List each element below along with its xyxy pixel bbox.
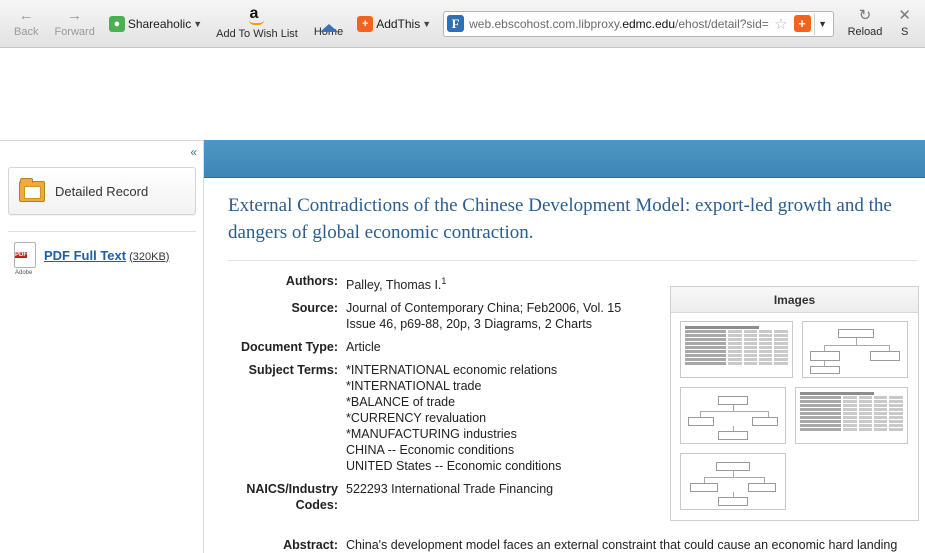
field-value: China's development model faces an external constraint that could cause an economic hard landing — [346, 538, 898, 552]
stop-button[interactable] — [890, 1, 919, 47]
field-label: Abstract: — [283, 538, 338, 552]
addthis-addressbar-icon[interactable]: + — [794, 15, 811, 32]
field-naics-codes — [228, 481, 658, 513]
field-label: NAICS/Industry Codes: — [246, 482, 338, 513]
record-panel — [204, 140, 925, 553]
addthis-label: AddThis — [376, 16, 421, 31]
amazon-icon: a — [249, 7, 264, 25]
source-line: Issue 46, p69-88, 20p, 3 Diagrams, 2 Charts — [346, 317, 592, 332]
record-panel-header-bar — [204, 140, 925, 178]
bookmark-star-icon[interactable]: ☆ — [774, 15, 788, 33]
subject-term[interactable]: CHINA -- Economic conditions — [346, 443, 515, 458]
images-panel-title: Images — [671, 287, 918, 313]
forward-button[interactable] — [46, 1, 102, 47]
add-to-wish-list-button[interactable] — [208, 1, 306, 47]
shareaholic-button[interactable] — [103, 1, 208, 47]
subject-term[interactable]: UNITED States -- Economic conditions — [346, 459, 562, 474]
back-button[interactable] — [6, 1, 46, 47]
forward-arrow-icon: → — [67, 7, 83, 24]
content-area — [0, 140, 925, 553]
metadata-fields — [228, 273, 658, 513]
page-top-whitespace — [0, 48, 925, 140]
sidebar-item-pdf-full-text[interactable] — [0, 232, 204, 276]
record-details — [204, 178, 925, 553]
url-domain: edmc.edu — [622, 16, 676, 31]
home-button[interactable] — [306, 1, 351, 47]
sidebar-item-detailed-record[interactable] — [8, 167, 196, 215]
field-label: Source: — [291, 301, 338, 316]
subject-term[interactable]: *MANUFACTURING industries — [346, 427, 517, 442]
addthis-icon: + — [357, 16, 373, 32]
subject-term[interactable]: *CURRENCY revaluation — [346, 411, 487, 426]
shareaholic-icon: ● — [109, 16, 125, 32]
images-panel — [670, 286, 919, 521]
diagram-thumbnail-icon — [686, 459, 780, 504]
field-document-type — [228, 339, 658, 355]
back-button-label: Back — [14, 26, 39, 38]
field-value: Article — [346, 340, 381, 355]
url-prefix: web.ebscohost.com.libproxy. — [469, 16, 623, 31]
image-thumbnail[interactable] — [680, 321, 793, 378]
pdf-size-label: (320KB) — [129, 250, 170, 263]
reload-button-label: Reload — [847, 26, 883, 38]
sidebar-item-label: Detailed Record — [55, 183, 149, 199]
diagram-thumbnail-icon — [808, 327, 902, 372]
field-value — [346, 300, 621, 332]
subject-term[interactable]: *BALANCE of trade — [346, 395, 456, 410]
favicon-icon: F — [447, 15, 464, 32]
diagram-thumbnail-icon — [686, 393, 780, 438]
shareaholic-label: Shareaholic — [127, 16, 192, 31]
browser-toolbar — [0, 0, 925, 48]
image-thumbnail[interactable] — [680, 453, 786, 510]
home-icon — [320, 9, 338, 23]
pdf-icon — [14, 242, 36, 276]
folder-icon — [19, 181, 45, 202]
page-title: External Contradictions of the Chinese Development Model: export-led growth and the dangers of global economic contraction. — [228, 195, 892, 243]
author-affiliation-marker: 1 — [441, 276, 447, 286]
field-abstract — [228, 537, 918, 553]
field-subject-terms — [228, 362, 658, 474]
sidebar-collapse-button[interactable]: « — [190, 145, 196, 159]
stop-button-label: S — [901, 26, 909, 38]
pdf-icon-top-label: PDF — [15, 252, 27, 258]
images-thumbnail-list — [671, 313, 918, 520]
image-thumbnail[interactable] — [795, 387, 908, 444]
addthis-button[interactable] — [351, 1, 437, 47]
subject-term[interactable]: *INTERNATIONAL trade — [346, 379, 482, 394]
image-thumbnail[interactable] — [680, 387, 786, 444]
subject-term[interactable]: *INTERNATIONAL economic relations — [346, 363, 558, 378]
title-divider — [228, 260, 918, 261]
address-bar[interactable] — [443, 11, 833, 37]
address-dropdown-icon[interactable]: ▼ — [814, 13, 831, 35]
authors-name[interactable]: Palley, Thomas I. — [346, 278, 442, 293]
field-value — [346, 273, 446, 293]
back-arrow-icon: ← — [18, 7, 34, 24]
reload-icon: ↻ — [858, 7, 872, 24]
left-sidebar — [0, 140, 204, 553]
field-value — [346, 362, 561, 474]
chevron-down-icon: ▼ — [422, 18, 432, 29]
add-to-wish-list-label: Add To Wish List — [216, 28, 298, 40]
field-label: Authors: — [285, 274, 338, 288]
image-thumbnail[interactable] — [802, 321, 908, 378]
pdf-icon-bottom-label: Adobe — [15, 270, 33, 276]
reload-button[interactable] — [840, 1, 891, 47]
pdf-full-text-link[interactable] — [44, 248, 169, 263]
table-thumbnail-icon — [800, 392, 903, 439]
field-label: Subject Terms: — [248, 363, 338, 378]
stop-icon: ✕ — [898, 7, 911, 24]
url-suffix: /ehost/detail?sid= — [675, 16, 769, 31]
url-text — [469, 17, 771, 31]
page-viewport — [0, 48, 925, 553]
source-line: Journal of Contemporary China; Feb2006, Vol. 15 — [346, 301, 622, 316]
field-source — [228, 300, 658, 332]
field-value: 522293 International Trade Financing — [346, 482, 554, 497]
table-thumbnail-icon — [685, 326, 788, 373]
field-authors — [228, 273, 658, 293]
home-button-label: Home — [313, 26, 344, 38]
forward-button-label: Forward — [54, 26, 95, 38]
pdf-full-text-label: PDF Full Text — [44, 247, 127, 263]
field-label: Document Type: — [241, 340, 338, 355]
chevron-down-icon: ▼ — [193, 18, 203, 29]
